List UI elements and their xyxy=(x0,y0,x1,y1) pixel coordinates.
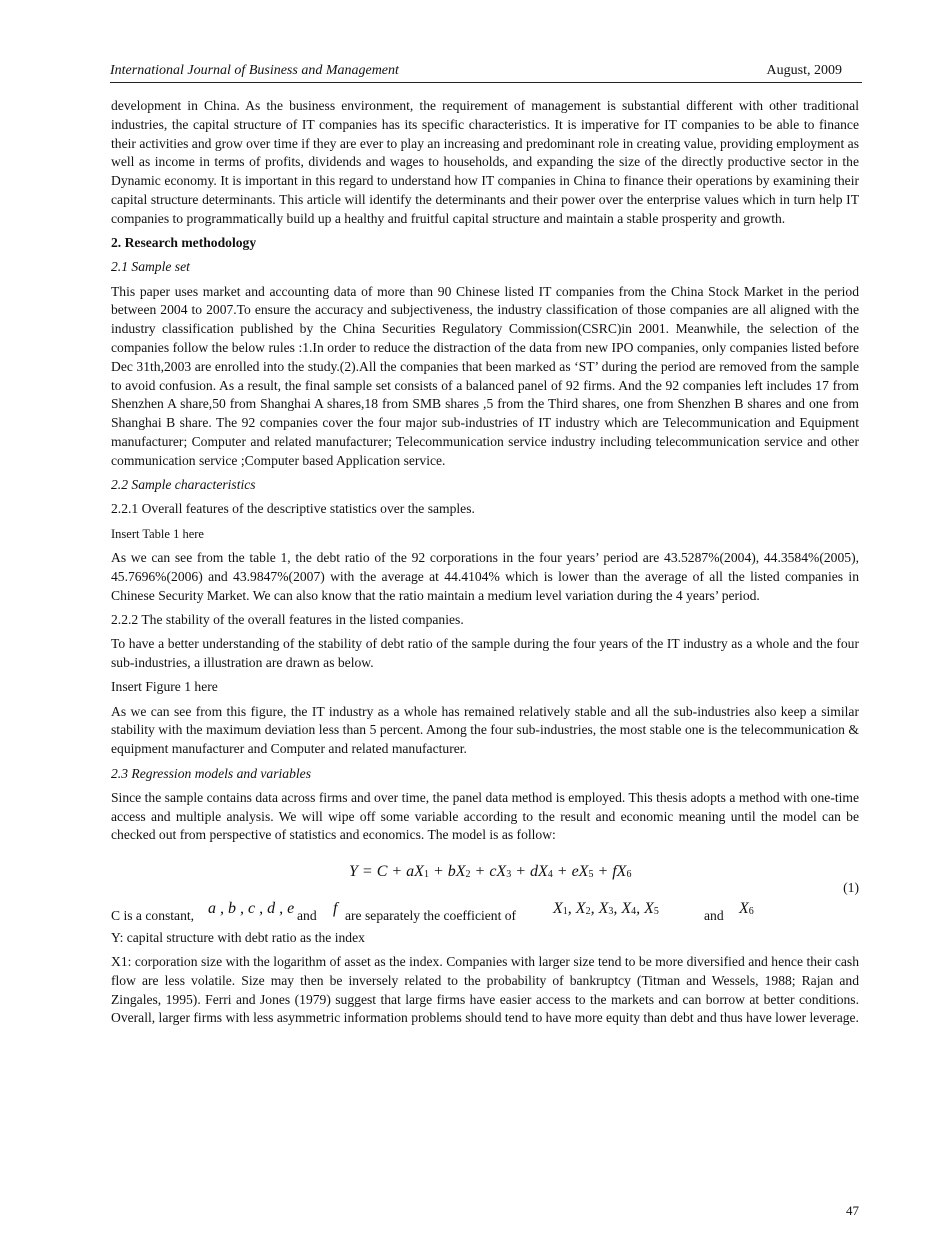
coef-variables: $X_1$, $X_2$, $X_3$, $X_4$, $X_5$ xyxy=(553,899,659,917)
journal-title: International Journal of Business and Management xyxy=(110,63,399,78)
coef-x6: $X_6$ xyxy=(739,899,754,917)
section-2-3-heading: 2.3 Regression models and variables xyxy=(111,765,311,781)
page-number: 47 xyxy=(846,1203,859,1218)
equation-formula: $Y = C + aX_1 + bX_2 + cX_3 + dX_4 + eX_5 + fX_6$ xyxy=(349,862,632,880)
coef-mid: are separately the coefficient of xyxy=(345,907,517,923)
coef-prefix: C is a constant, xyxy=(111,907,195,923)
section-2-2-1-text: As we can see from the table 1, the debt ratio of the 92 corporations in the four years’ period are 43.5287%(2004), 44.3584%(2005), 45.7696%(2006) and 43.9847%(2007) with the average at 44.4104% which is lower than the average of all the listed companies in Chinese Security Market. We can also know that the ratio maintain a medium level variation during the 4 years’ period. xyxy=(111,550,859,603)
section-2-2-2-text: To have a better understanding of the stability of debt ratio of the sample during the four years of the IT industry as a whole and the four sub-industries, a illustration are drawn as below. xyxy=(111,636,859,671)
coef-and: and xyxy=(297,907,317,923)
x1-definition: X1: corporation size with the logarithm of asset as the index. Companies with larger size tend to be more diversified and hence their cash flow are less volatile. Size may then be inversely related to the probability of bankruptcy (Titman and Wessels, 1988; Rajan and Zingales, 1995). Ferri and Jones (1979) suggest that large firms have easier access to the markets and can borrow at better conditions. Overall, larger firms with less asymmetric information problems should tend to have more equity than debt and thus have lower leverage. xyxy=(111,953,859,1026)
running-header xyxy=(110,62,862,83)
section-2-1-text: This paper uses market and accounting data of more than 90 Chinese listed IT companies from the China Stock Market in the period between 2004 to 2007.To ensure the accuracy and subjectiveness, the industry classification of those companies are all aligned with the industry classification published by the China Securities Regulatory Commission(CSRC)in 2001. Meanwhile, the selection of the companies follow the below rules :1.In order to reduce the distraction of the data from new IPO companies, only companies listed before Dec 31th,2003 are enrolled into the study.(2).All the companies that been marked as ‘ST’ during the period are removed from the sample to avoid confusion. As a result, the final sample set consists of a balanced panel of 92 firms. And the 92 companies left includes 17 from Shenzhen A share,50 from Shanghai A shares,18 from SMB shares ,5 from the Third shares, one from Shenzhen B shares and one from Shanghai B share. The 92 companies cover the four major sub-industries of IT industry which are Telecommunication and Equipment manufacturer; Computer and related manufacturer; Telecommunication service industry including telecommunication service and other communication service ;Computer based Application service. xyxy=(111,283,859,468)
coef-letters: a , b , c , d , e xyxy=(208,899,295,917)
section-2-heading: 2. Research methodology xyxy=(111,235,257,251)
coef-f: f xyxy=(333,899,338,917)
section-2-2-1-heading: 2.2.1 Overall features of the descriptive statistics over the samples. xyxy=(111,501,475,517)
coefficient-line xyxy=(111,897,859,929)
issue-date: August, 2009 xyxy=(766,63,842,78)
y-definition: Y: capital structure with debt ratio as the index xyxy=(111,929,365,945)
intro-paragraph: development in China. As the business environment, the requirement of management is substantial different with other traditional industries, the capital structure of IT companies has its specific characteristics. It is imperative for IT companies to be able to finance their activities and grow over time if they are ever to play an increasing and predominant role in creating value, providing employment as well as income in terms of profits, dividends and wages to households, and expanding the size of the directly productive sector in the Dynamic economy. It is important in this regard to understand how IT companies in China to finance their operations by examining their capital structure determinants. This article will identify the determinants and their power over the enterprise values which in turn help IT companies to programmatically build up a healthy and fruitful capital structure and maintain a stable prosperity and growth. xyxy=(111,98,859,226)
section-2-3-text: Since the sample contains data across firms and over time, the panel data method is employed. This thesis adopts a method with one-time access and multiple analysis. We will wipe off some variable according to the result and economic meaning until the model can be checked out from perspective of statistics and economics. The model is as follow: xyxy=(111,789,859,843)
section-2-2-2-heading: 2.2.2 The stability of the overall features in the listed companies. xyxy=(111,611,464,627)
section-2-2-heading: 2.2 Sample characteristics xyxy=(111,477,256,493)
insert-figure-note: Insert Figure 1 here xyxy=(111,679,218,695)
section-2-1-heading: 2.1 Sample set xyxy=(111,259,190,275)
equation-number: (1) xyxy=(843,879,859,895)
insert-table-note: Insert Table 1 here xyxy=(111,526,204,541)
regression-equation xyxy=(111,851,859,895)
coef-and-2: and xyxy=(704,907,724,923)
section-2-2-2-text-2: As we can see from this figure, the IT industry as a whole has remained relatively stable and all the sub-industries also keep a similar stability with the maximum deviation less than 5 percent. Among the four sub-industries, the most stable one is the telecommunication & equipment manufacturer and Computer and related manufacturer. xyxy=(111,703,859,757)
article-body xyxy=(111,97,859,1034)
